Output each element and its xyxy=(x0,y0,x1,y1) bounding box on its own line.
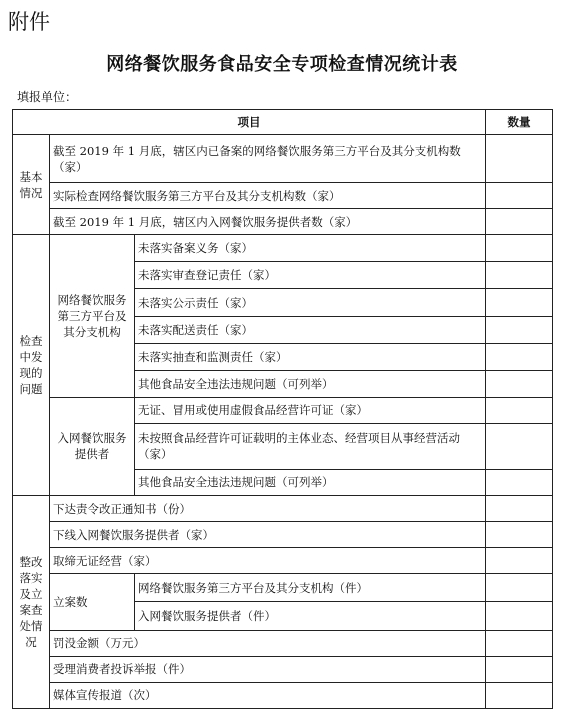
category-problems: 检查中发现的问题 xyxy=(13,235,50,496)
row-label: 媒体宣传报道（次） xyxy=(50,682,486,708)
quantity-cell[interactable] xyxy=(486,548,553,574)
table-row xyxy=(13,682,553,708)
row-label: 未按照食品经营许可证载明的主体业态、经营项目从事经营活动（家） xyxy=(135,424,486,470)
row-label: 无证、冒用或使用虚假食品经营许可证（家） xyxy=(135,397,486,423)
table-row xyxy=(13,397,553,423)
row-label: 其他食品安全违法违规问题（可列举） xyxy=(135,469,486,495)
page-title: 网络餐饮服务食品安全专项检查情况统计表 xyxy=(106,54,458,75)
row-label: 实际检查网络餐饮服务第三方平台及其分支机构数（家） xyxy=(50,183,486,209)
row-label: 受理消费者投诉举报（件） xyxy=(50,656,486,682)
table-header-row xyxy=(13,110,553,135)
quantity-cell[interactable] xyxy=(486,235,553,262)
subcategory-platform: 网络餐饮服务第三方平台及其分支机构 xyxy=(50,235,135,398)
table-row xyxy=(13,135,553,183)
quantity-cell[interactable] xyxy=(486,370,553,397)
quantity-cell[interactable] xyxy=(486,656,553,682)
quantity-cell[interactable] xyxy=(486,602,553,630)
row-label: 未落实备案义务（家） xyxy=(135,235,486,262)
row-label: 罚没金额（万元） xyxy=(50,630,486,656)
table-row xyxy=(13,548,553,574)
row-label: 下达责令改正通知书（份） xyxy=(50,496,486,522)
quantity-cell[interactable] xyxy=(486,496,553,522)
row-label: 入网餐饮服务提供者（件） xyxy=(135,602,486,630)
subcategory-case-count: 立案数 xyxy=(50,574,135,630)
table-row xyxy=(13,235,553,262)
quantity-cell[interactable] xyxy=(486,262,553,289)
quantity-cell[interactable] xyxy=(486,522,553,548)
row-label: 其他食品安全违法违规问题（可列举） xyxy=(135,370,486,397)
quantity-cell[interactable] xyxy=(486,682,553,708)
statistics-table xyxy=(12,109,553,709)
row-label: 未落实审查登记责任（家） xyxy=(135,262,486,289)
quantity-cell[interactable] xyxy=(486,135,553,183)
quantity-cell[interactable] xyxy=(486,424,553,470)
quantity-cell[interactable] xyxy=(486,397,553,423)
quantity-cell[interactable] xyxy=(486,316,553,343)
header-quantity: 数量 xyxy=(486,110,553,135)
quantity-cell[interactable] xyxy=(486,289,553,316)
table-row xyxy=(13,183,553,209)
row-label: 网络餐饮服务第三方平台及其分支机构（件） xyxy=(135,574,486,602)
quantity-cell[interactable] xyxy=(486,209,553,235)
quantity-cell[interactable] xyxy=(486,343,553,370)
quantity-cell[interactable] xyxy=(486,574,553,602)
row-label: 未落实公示责任（家） xyxy=(135,289,486,316)
quantity-cell[interactable] xyxy=(486,469,553,495)
quantity-cell[interactable] xyxy=(486,630,553,656)
quantity-cell[interactable] xyxy=(486,183,553,209)
fill-unit-label: 填报单位： xyxy=(17,90,78,104)
row-label: 截至 2019 年 1 月底，辖区内已备案的网络餐饮服务第三方平台及其分支机构数（家） xyxy=(50,135,486,183)
category-rectification: 整改落实及立案查处情况 xyxy=(13,496,50,709)
row-label: 未落实配送责任（家） xyxy=(135,316,486,343)
category-basic: 基本情况 xyxy=(13,135,50,235)
table-row xyxy=(13,656,553,682)
table-row xyxy=(13,496,553,522)
header-item: 项目 xyxy=(13,110,486,135)
table-row xyxy=(13,209,553,235)
subcategory-provider: 入网餐饮服务提供者 xyxy=(50,397,135,495)
table-row xyxy=(13,522,553,548)
attachment-label: 附件 xyxy=(8,10,50,34)
row-label: 下线入网餐饮服务提供者（家） xyxy=(50,522,486,548)
table-row xyxy=(13,574,553,602)
row-label: 未落实抽查和监测责任（家） xyxy=(135,343,486,370)
table-row xyxy=(13,630,553,656)
row-label: 截至 2019 年 1 月底，辖区内入网餐饮服务提供者数（家） xyxy=(50,209,486,235)
row-label: 取缔无证经营（家） xyxy=(50,548,486,574)
